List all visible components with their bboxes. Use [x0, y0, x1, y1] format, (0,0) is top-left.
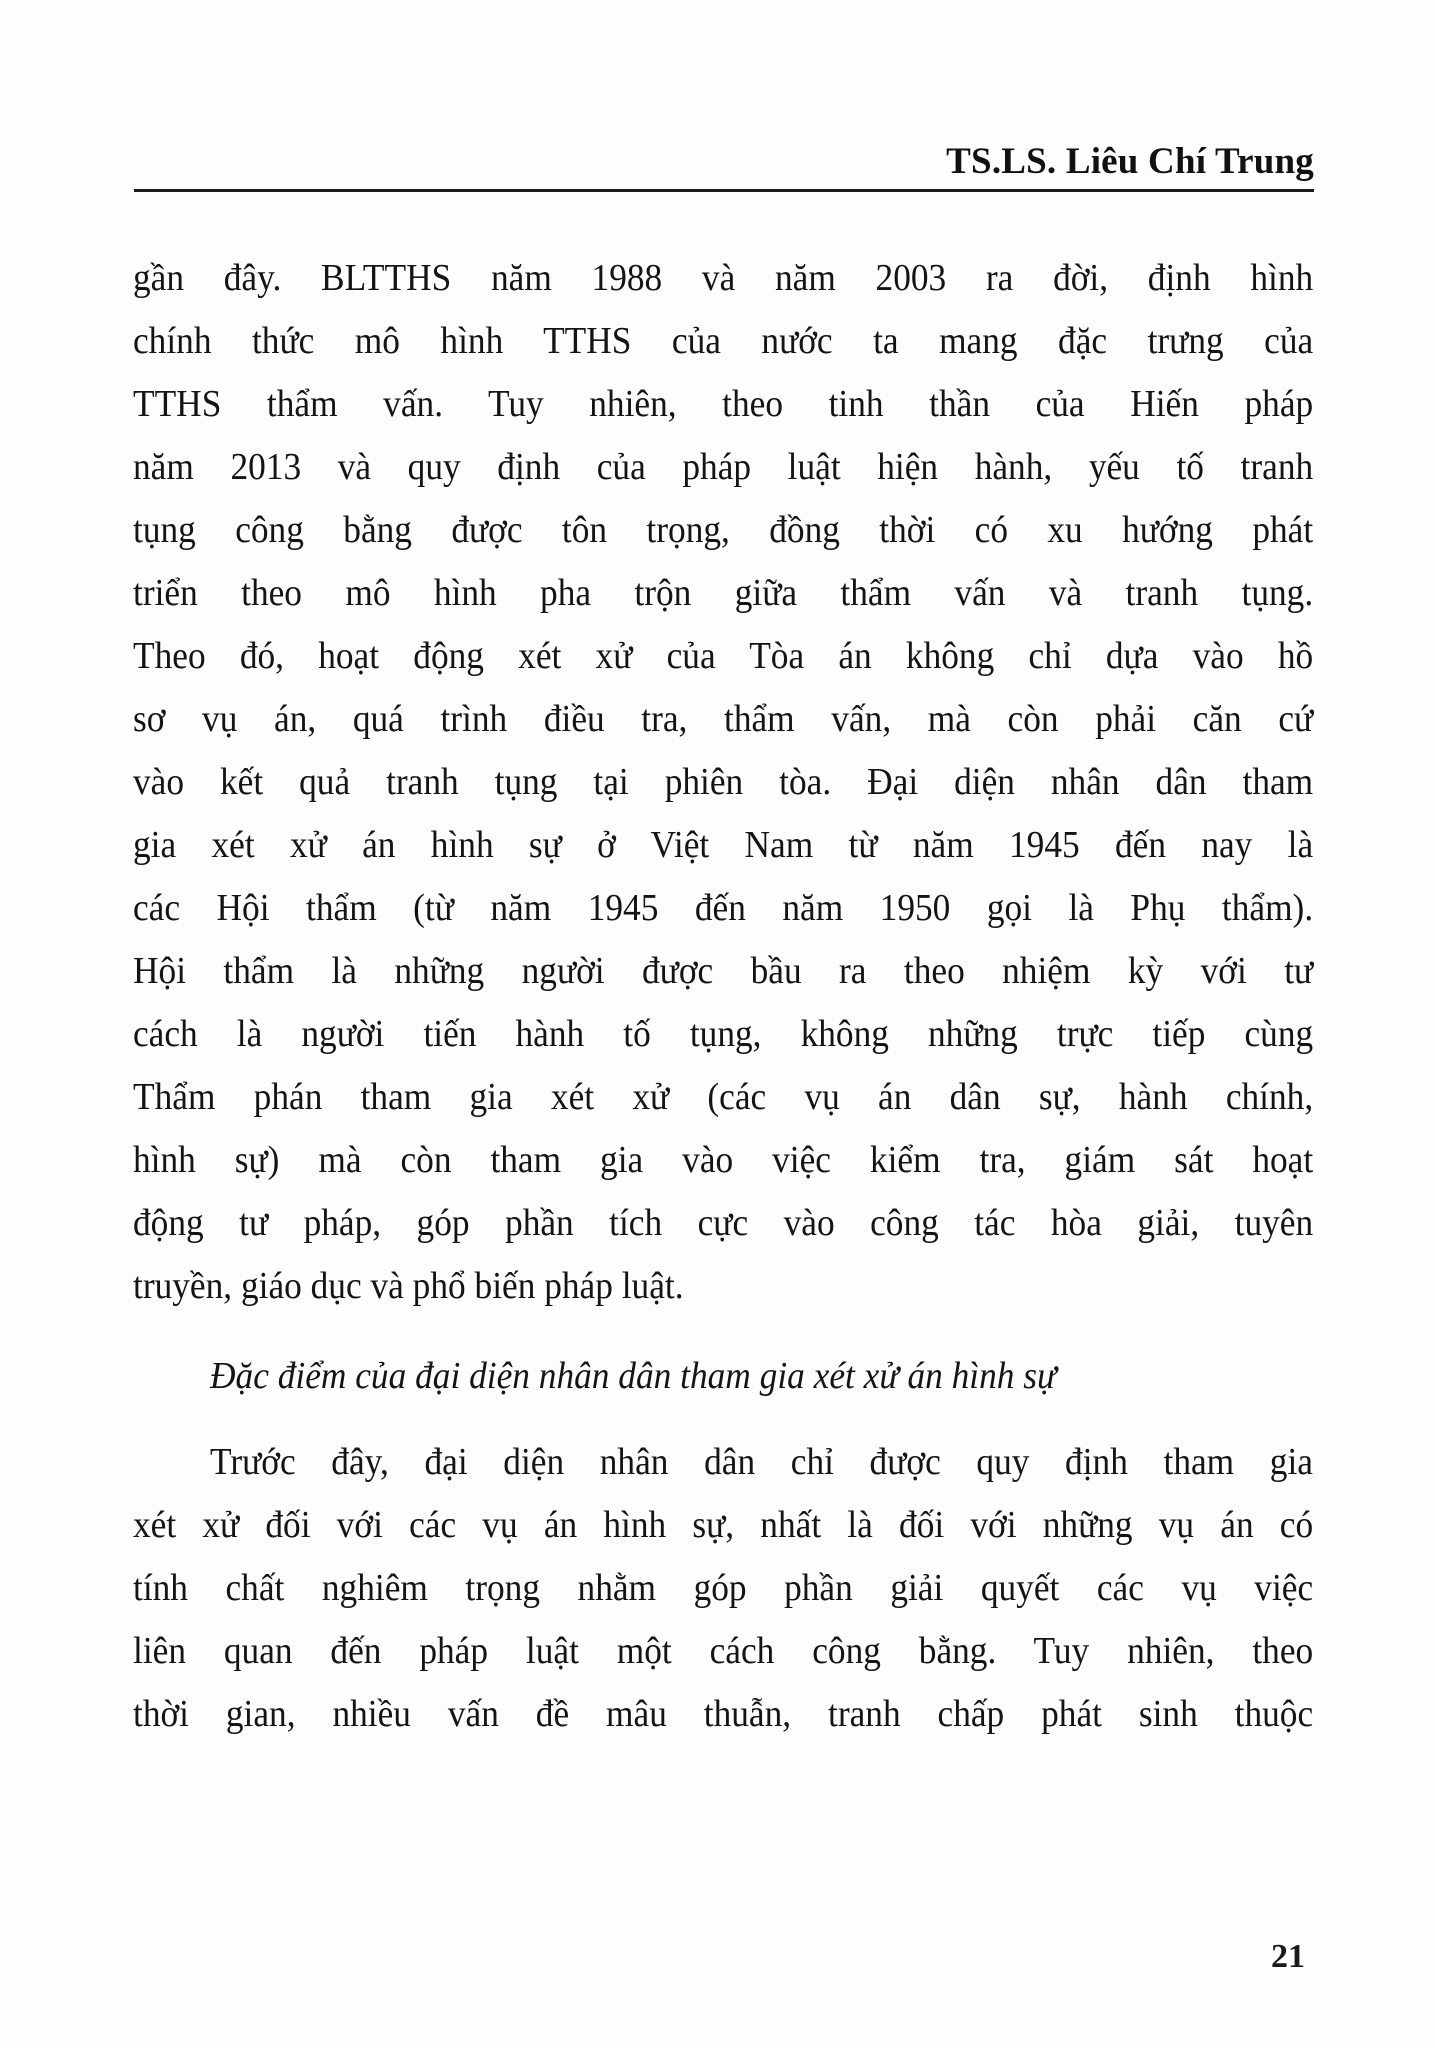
paragraph-1-line: hình sự) mà còn tham gia vào việc kiểm tra, giám sát hoạt [133, 1139, 1314, 1181]
paragraph-2-line: tính chất nghiêm trọng nhằm góp phần giải quyết các vụ việc [133, 1567, 1314, 1609]
header-rule [134, 189, 1314, 192]
paragraph-2-line: liên quan đến pháp luật một cách công bằng. Tuy nhiên, theo [133, 1630, 1314, 1672]
paragraph-1-line: sơ vụ án, quá trình điều tra, thẩm vấn, mà còn phải căn cứ [133, 698, 1314, 740]
paragraph-1-line: cách là người tiến hành tố tụng, không những trực tiếp cùng [133, 1013, 1314, 1055]
running-head-author: TS.LS. Liêu Chí Trung [946, 141, 1314, 182]
paragraph-1-line: gia xét xử án hình sự ở Việt Nam từ năm 1945 đến nay là [133, 824, 1314, 866]
paragraph-2-line: Trước đây, đại diện nhân dân chỉ được quy định tham gia [210, 1441, 1313, 1483]
paragraph-1-line: Hội thẩm là những người được bầu ra theo nhiệm kỳ với tư [133, 950, 1314, 992]
paragraph-2-line: thời gian, nhiều vấn đề mâu thuẫn, tranh chấp phát sinh thuộc [133, 1693, 1314, 1735]
paragraph-1-line: truyền, giáo dục và phổ biến pháp luật. [133, 1265, 684, 1307]
paragraph-2-line: xét xử đối với các vụ án hình sự, nhất là đối với những vụ án có [133, 1504, 1314, 1546]
paragraph-1-line: chính thức mô hình TTHS của nước ta mang đặc trưng của [133, 320, 1314, 362]
section-heading: Đặc điểm của đại diện nhân dân tham gia xét xử án hình sự [210, 1355, 1057, 1397]
paragraph-1-line: Thẩm phán tham gia xét xử (các vụ án dân sự, hành chính, [133, 1076, 1314, 1118]
paragraph-1-line: động tư pháp, góp phần tích cực vào công tác hòa giải, tuyên [133, 1202, 1314, 1244]
paragraph-1-line: TTHS thẩm vấn. Tuy nhiên, theo tinh thần của Hiến pháp [133, 383, 1314, 425]
paragraph-1-line: triển theo mô hình pha trộn giữa thẩm vấn và tranh tụng. [133, 572, 1314, 614]
page-number: 21 [1271, 1938, 1305, 1975]
paragraph-1-line: Theo đó, hoạt động xét xử của Tòa án không chỉ dựa vào hồ [133, 635, 1314, 677]
paragraph-1-line: năm 2013 và quy định của pháp luật hiện hành, yếu tố tranh [133, 446, 1314, 488]
paragraph-1-line: gần đây. BLTTHS năm 1988 và năm 2003 ra đời, định hình [133, 257, 1314, 299]
paragraph-1-line: vào kết quả tranh tụng tại phiên tòa. Đại diện nhân dân tham [133, 761, 1314, 803]
paragraph-1-line: tụng công bằng được tôn trọng, đồng thời có xu hướng phát [133, 509, 1314, 551]
paragraph-1-line: các Hội thẩm (từ năm 1945 đến năm 1950 gọi là Phụ thẩm). [133, 887, 1314, 929]
